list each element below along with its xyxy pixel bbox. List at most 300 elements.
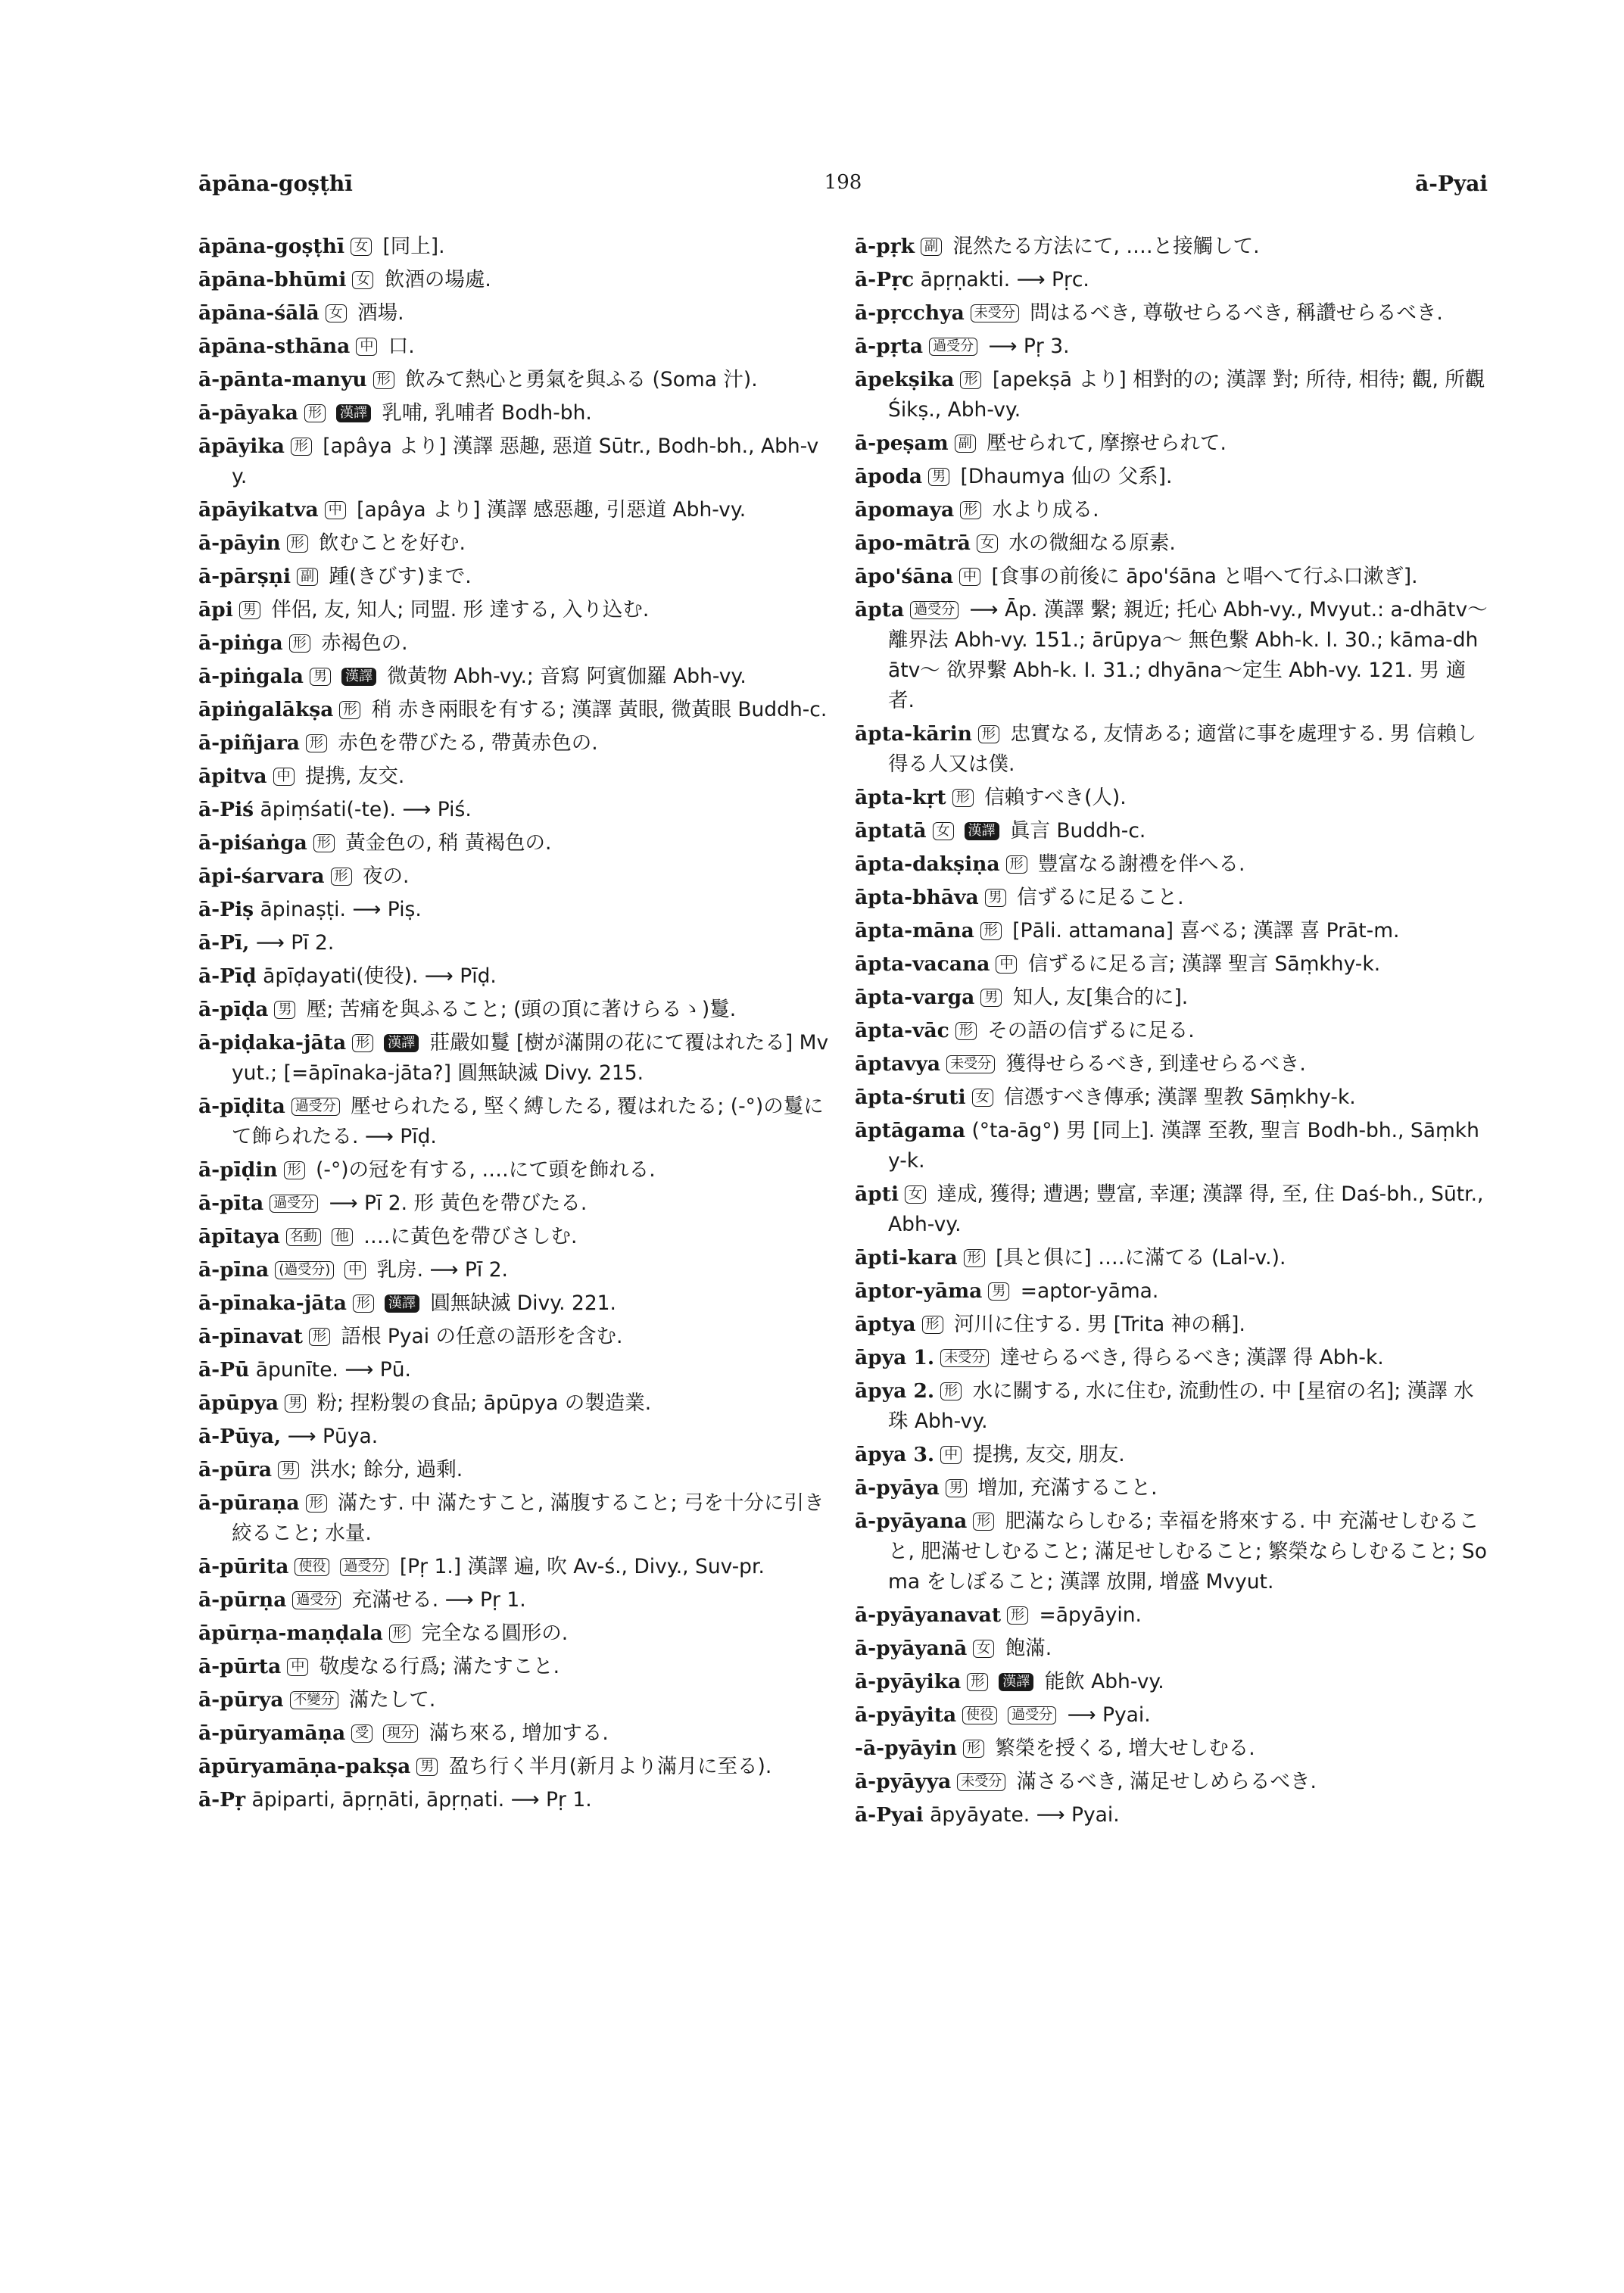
headword: āpya 3. [855,1443,935,1466]
grammar-tag: 形 [306,1494,327,1513]
grammar-tag: 形 [287,534,308,553]
running-header [198,171,1488,201]
grammar-tag: 男 [278,1461,299,1479]
headword: āpya 2. [855,1379,935,1403]
definition-text: 踵(きびす)まで. [323,565,472,588]
definition-text: ⟶ Pṛ 3. [982,335,1070,358]
dictionary-entry [855,1016,1488,1046]
definition-text: āpinaṣṭi. ⟶ Piṣ. [254,898,422,921]
headword: āpta-māna [855,919,974,942]
grammar-tag: 形 [306,734,327,752]
definition-text: 口. [382,335,415,358]
definition-text: āpiparti, āpṛṇāti, āpṛṇati. ⟶ Pṛ 1. [245,1788,592,1812]
grammar-tag: 中 [273,768,295,786]
headword: āpti [855,1182,899,1206]
definition-text: [apâya より] 漢譯 感惡趣, 引惡道 Abh-vy. [350,498,747,522]
headword: ā-piṅgala [198,665,304,688]
dictionary-entry [855,1440,1488,1470]
dictionary-entry [198,1552,831,1582]
definition-text: 飲酒の場處. [378,268,491,291]
grammar-tag: 男 [274,1001,295,1019]
grammar-tag: 漢譯 [384,1034,419,1052]
headword: āpta-kṛt [855,786,946,809]
dictionary-entry [855,1343,1488,1373]
definition-text: 壓せられて, 摩擦せられて. [980,431,1227,455]
dictionary-entry [855,365,1488,425]
definition-text: ⟶ Āp. 漢譯 繫; 親近; 托心 Abh-vy., Mvyut.: a-dhātv〜 離界法 Abh-vy. 151.; ārūpya〜 無色繫 Abh-k. I. 30.; kāma-dhātv〜 欲界繫 Abh-k. I. 31.; dhyāna〜定生 Abh-vy. 121. 男 適者. [888,598,1488,712]
dictionary-entry [198,232,831,262]
headword: ā-pānta-manyu [198,368,367,391]
definition-text: 獲得せらるべき, 到達せらるべき. [999,1052,1306,1076]
dictionary-entry [198,1585,831,1615]
headword: ā-pārṣṇi [198,565,291,588]
grammar-tag: 女 [351,238,372,256]
definition-text: [同上]. [376,235,445,258]
definition-text: 達せらるべき, 得らるべき; 漢譯 得 Abh-k. [993,1346,1384,1369]
headword: ā-pyāyya [855,1770,952,1793]
dictionary-entry [855,983,1488,1013]
headword: ā-Pū [198,1358,250,1382]
dictionary-entry [855,1083,1488,1113]
headword: āpta-śruti [855,1086,966,1109]
grammar-tag: 男 [946,1479,967,1497]
grammar-tag: 漢譯 [336,404,371,422]
grammar-tag: 副 [297,568,318,586]
definition-text: 豐富なる謝禮を伴へる. [1031,852,1245,876]
definition-text: 洪水; 餘分, 過剩. [304,1458,463,1481]
headword: āptāgama [855,1119,966,1142]
headword: āpo'śāna [855,565,954,588]
headword: ā-pṛta [855,335,924,358]
grammar-tag: 過受分 [1008,1706,1056,1724]
grammar-tag: 中 [959,568,980,586]
dictionary-entry [855,916,1488,946]
dictionary-entry [855,949,1488,980]
grammar-tag: 形 [373,371,394,389]
definition-text: 水に關する, 水に住む, 流動性の. 中 [星宿の名]; 漢譯 水珠 Abh-vy. [888,1379,1474,1433]
dictionary-entry [198,728,831,759]
headword: ā-pyāyanavat [855,1603,1002,1627]
dictionary-entry [198,265,831,295]
dictionary-entry [198,762,831,792]
headword: āpāna-sthāna [198,335,351,358]
grammar-tag: 女 [326,304,347,322]
dictionary-entry [855,1800,1488,1830]
headword: ā-pyāyanā [855,1637,968,1660]
definition-text: 壓; 苦痛を與ふること; (頭の頂に著けらるゝ)鬘. [300,998,737,1021]
dictionary-entry [198,1322,831,1352]
dictionary-entry [855,1600,1488,1631]
dictionary-entry [198,1718,831,1749]
grammar-tag: 女 [933,822,954,840]
dictionary-entry [198,1652,831,1682]
headword: ā-pūryamāṇa [198,1721,346,1745]
headword: āpitva [198,765,267,788]
grammar-tag: 未受分 [940,1349,989,1367]
headword: ā-pāyaka [198,401,298,425]
grammar-tag: 男 [988,1282,1009,1301]
grammar-tag: 中 [996,955,1017,974]
headword: ā-pūrya [198,1688,284,1712]
dictionary-entry [855,1473,1488,1503]
headword: -ā-pyāyin [855,1737,957,1760]
dictionary-entry [855,1310,1488,1340]
grammar-tag: 過受分 [910,601,959,619]
grammar-tag: 男 [416,1758,438,1776]
dictionary-entry [855,1116,1488,1176]
headword: āpoda [855,465,923,488]
headword: ā-pīnaka-jāta [198,1291,347,1315]
grammar-tag: 形 [289,634,310,653]
definition-text: 滿たして. [342,1688,436,1712]
dictionary-entry [198,1288,831,1319]
definition-text: [Dhaumya 仙の 父系]. [954,465,1173,488]
headword: āptor-yāma [855,1279,983,1303]
grammar-tag: 形 [963,1740,984,1758]
grammar-tag: 使役 [295,1558,329,1576]
page-number: 198 [824,171,862,194]
definition-text: (-°)の冠を有する, ‥‥にて頭を飾れる. [309,1158,656,1182]
grammar-tag: 中 [325,501,346,519]
grammar-tag: 未受分 [971,304,1019,322]
grammar-tag: 形 [339,701,360,719]
grammar-tag: 形 [940,1382,962,1400]
definition-text: 提携, 友交, 朋友. [966,1443,1125,1466]
definition-text: 赤色を帶びたる, 帶黃赤色の. [331,731,598,755]
headword: āpti-kara [855,1246,958,1270]
grammar-tag: 形 [964,1249,985,1267]
headword: āpiṅgalākṣa [198,698,334,721]
definition-text: 語根 Pyai の任意の語形を含む. [335,1325,623,1348]
definition-text: [食事の前後に āpo'śāna と唱へて行ふ口漱ぎ]. [985,565,1418,588]
grammar-tag: 形 [304,404,326,422]
grammar-tag: 形 [1006,855,1027,874]
grammar-tag: 漢譯 [965,822,999,840]
dictionary-entry [855,1700,1488,1731]
headword: ā-piḍaka-jāta [198,1031,347,1055]
definition-text: 知人, 友[集合的に]. [1006,986,1189,1009]
definition-text: 混然たる方法にて, ‥‥と接觸して. [946,235,1260,258]
header-left-guide-word: āpāna-goṣṭhī [198,171,353,196]
grammar-tag: 女 [973,1640,994,1658]
dictionary-entry [855,719,1488,780]
dictionary-entry [855,428,1488,459]
headword: ā-piśaṅga [198,831,307,855]
headword: ā-pūrta [198,1655,282,1678]
definition-text: 黃金色の, 稍 黃褐色の. [338,831,552,855]
headword: ā-pṛcchya [855,301,965,325]
grammar-tag: 中 [940,1446,962,1464]
definition-text: 伴侶, 友, 知人; 同盟. 形 達する, 入り込む. [264,598,650,622]
dictionary-entry [855,495,1488,525]
headword: ā-pīta [198,1192,264,1215]
headword: āpta-dakṣiṇa [855,852,1000,876]
dictionary-entry [855,849,1488,880]
definition-text: [apâya より] 漢譯 惡趣, 惡道 Sūtr., Bodh-bh., Abh-vy. [232,435,819,488]
definition-text: 夜の. [356,865,410,888]
headword: āpūpya [198,1391,279,1415]
dictionary-entry [198,1752,831,1782]
headword: ā-Piṣ [198,898,254,921]
definition-text: 酒場. [351,301,404,325]
grammar-tag: 形 [960,501,981,519]
definition-text: āpiṃśati(-te). ⟶ Piś. [254,798,472,821]
definition-text: その語の信ずるに足る. [980,1019,1195,1042]
definition-text: 問はるべき, 尊敬せらるべき, 稱讚せらるべき. [1023,301,1443,325]
definition-text: āpṛṇakti. ⟶ Pṛc. [914,268,1089,291]
definition-text: 飲みて熱心と勇氣を與ふる (Soma 汁). [398,368,758,391]
dictionary-entry [855,1049,1488,1080]
headword: ā-pyāyita [855,1703,957,1727]
headword: āpāyika [198,435,285,458]
dictionary-entry [198,695,831,725]
definition-text: 赤褐色の. [314,631,408,655]
grammar-tag: 現分 [383,1724,418,1743]
dictionary-entry [855,1376,1488,1437]
dictionary-entry [198,562,831,592]
grammar-tag: 女 [352,271,373,289]
definition-text: 莊嚴如鬘 [樹が滿開の花にて覆はれたる] Mvyut.; [=āpīnaka-jāta?] 圓無缺滅 Divy. 215. [232,1031,829,1085]
grammar-tag: 男 [239,601,260,619]
definition-text: 圓無缺滅 Divy. 221. [423,1291,616,1315]
grammar-tag: 形 [313,834,335,852]
definition-text: 乳哺, 乳哺者 Bodh-bh. [375,401,592,425]
headword: āpekṣika [855,368,955,391]
dictionary-entry [198,495,831,525]
dictionary-entry [198,431,831,492]
dictionary-entry [855,332,1488,362]
dictionary-entry [198,1355,831,1385]
headword: ā-Pyai [855,1803,924,1827]
grammar-tag: 形 [352,1034,373,1052]
definition-text: 滿たす. 中 滿たすこと, 滿腹すること; 弓を十分に引き絞ること; 水量. [232,1491,824,1545]
grammar-tag: 使役 [962,1706,997,1724]
grammar-tag: 男 [985,889,1006,907]
dictionary-entry [198,1488,831,1549]
right-column [855,232,1488,1833]
definition-text: āpunīte. ⟶ Pū. [249,1358,411,1382]
dictionary-entry [855,1179,1488,1240]
grammar-tag: 他 [332,1228,353,1246]
grammar-tag: 形 [389,1625,410,1643]
dictionary-entry [855,562,1488,592]
definition-text: 信賴すべき(人). [977,786,1127,809]
definition-text: ⟶ Pūya. [281,1425,379,1448]
definition-text: 充滿せる. ⟶ Pṛ 1. [345,1588,526,1612]
definition-text: 乳房. ⟶ Pī 2. [370,1258,508,1282]
dictionary-entry [198,1092,831,1152]
definition-text: ⟶ Pī 2. 形 黃色を帶びたる. [323,1192,588,1215]
headword: āpomaya [855,498,955,522]
definition-text: 信ずるに足る言; 漢譯 聖言 Sāṃkhy-k. [1021,952,1381,976]
grammar-tag: 未受分 [957,1773,1005,1791]
headword: ā-pūrṇa [198,1588,287,1612]
headword: āptya [855,1313,916,1336]
headword: āpāna-goṣṭhī [198,235,345,258]
grammar-tag: 男 [928,468,949,486]
grammar-tag: 形 [284,1161,305,1179]
headword: ā-pyāyika [855,1670,962,1693]
headword: āpi-śarvara [198,865,325,888]
headword: ā-pṛk [855,235,915,258]
dictionary-entry [198,365,831,395]
dictionary-entry [855,595,1488,716]
definition-text: 滿さるべき, 滿足せしめらるべき. [1010,1770,1317,1793]
dictionary-entry [198,828,831,858]
headword: āpāyikatva [198,498,319,522]
definition-text: 肥滿ならしむる; 幸福を將來する. 中 充滿せしむること, 肥滿せしむること; 滿足せしむること; 繁榮ならしむること; Soma をしぼること; 漢譯 放開, 增盛 Mvyut. [888,1509,1487,1594]
dictionary-entry [198,961,831,992]
grammar-tag: 中 [356,338,377,356]
dictionary-entry [198,1255,831,1285]
definition-text: āpyāyate. ⟶ Pyai. [923,1803,1120,1827]
headword: ā-Pī, [198,931,250,955]
definition-text: 稍 赤き兩眼を有する; 漢譯 黃眼, 微黃眼 Buddh-c. [365,698,828,721]
headword: ā-pāyin [198,531,281,555]
definition-text: [Pāli. attamana] 喜べる; 漢譯 喜 Prāt-m. [1005,919,1400,942]
dictionary-entry [198,1222,831,1252]
dictionary-entry [855,883,1488,913]
grammar-tag: 男 [980,989,1002,1007]
grammar-tag: 形 [980,922,1002,940]
grammar-tag: 形 [978,725,999,743]
headword: ā-pīḍin [198,1158,278,1182]
headword: ā-pūra [198,1458,273,1481]
grammar-tag: 男 [310,668,331,686]
definition-text: 提携, 友交. [298,765,405,788]
definition-text: 水より成る. [986,498,1099,522]
definition-text: =aptor-yāma. [1014,1279,1159,1303]
grammar-tag: 形 [952,789,974,807]
headword: ā-pīḍita [198,1095,285,1118]
headword: ā-Pīḍ [198,964,257,988]
grammar-tag: 形 [955,1022,977,1040]
dictionary-entry [198,1685,831,1715]
headword: āpta-vāc [855,1019,949,1042]
headword: ā-Pṛc [855,268,915,291]
headword: ā-pyāya [855,1476,940,1500]
dictionary-entry [855,1276,1488,1307]
dictionary-entry [198,1028,831,1089]
headword: āptatā [855,819,927,843]
dictionary-entry [855,298,1488,329]
dictionary-entry [855,1506,1488,1597]
grammar-tag: 未受分 [946,1055,995,1073]
header-right-guide-word: ā-Pyai [1415,171,1488,196]
grammar-tag: 形 [291,438,312,456]
definition-text: 眞言 Buddh-c. [1003,819,1146,843]
dictionary-entry [855,1634,1488,1664]
dictionary-entry [855,528,1488,559]
headword: ā-pūrita [198,1555,289,1578]
headword: āpāna-bhūmi [198,268,347,291]
headword: āpta [855,598,905,622]
headword: āpūrṇa-maṇḍala [198,1622,383,1645]
grammar-tag: 女 [977,534,998,553]
definition-text: 達成, 獲得; 遭遇; 豐富, 幸運; 漢譯 得, 至, 住 Daś-bh., Sūtr., Abh-vy. [888,1182,1484,1236]
dictionary-entry [198,1455,831,1485]
grammar-tag: 中 [287,1658,308,1676]
headword: ā-Piś [198,798,254,821]
grammar-tag: 形 [967,1673,988,1691]
grammar-tag: 漢譯 [341,668,376,686]
grammar-tag: 名動 [286,1228,321,1246]
definition-text: ⟶ Pyai. [1061,1703,1151,1727]
grammar-tag: 中 [344,1261,366,1279]
dictionary-entry [198,528,831,559]
dictionary-entry [198,628,831,659]
dictionary-entry [198,995,831,1025]
dictionary-entry [198,1422,831,1452]
dictionary-entry [198,795,831,825]
dictionary-entry [198,1618,831,1649]
headword: ā-piñjara [198,731,300,755]
definition-text: 敬虔なる行爲; 滿たすこと. [313,1655,560,1678]
grammar-tag: 男 [285,1394,306,1413]
dictionary-entry [855,232,1488,262]
grammar-tag: 形 [1007,1606,1028,1625]
dictionary-entry [198,1155,831,1185]
entry-columns [198,232,1488,1833]
dictionary-entry [855,783,1488,813]
headword: āpāna-śālā [198,301,320,325]
left-column [198,232,831,1833]
grammar-tag: 形 [331,868,352,886]
grammar-tag: 過受分 [291,1098,340,1116]
grammar-tag: 過受分 [270,1195,318,1213]
dictionary-entry [198,595,831,625]
dictionary-entry [198,1785,831,1815]
grammar-tag: 形 [309,1328,330,1346]
definition-text: 河川に住する. 男 [Trita 神の稱]. [947,1313,1245,1336]
definition-text: 滿ち來る, 增加する. [422,1721,609,1745]
definition-text: 壓せられたる, 堅く縛したる, 覆はれたる; (-°)の鬘にて飾られたる. ⟶ Pīḍ. [232,1095,824,1148]
definition-text: 增加, 充滿すること. [971,1476,1158,1500]
definition-text: 盈ち行く半月(新月より滿月に至る). [442,1755,772,1778]
definition-text: ‥‥に黃色を帶びさしむ. [357,1225,578,1248]
definition-text: [Pṛ 1.] 漢譯 遍, 吹 Av-ś., Divy., Suv-pr. [393,1555,765,1578]
grammar-tag: 形 [973,1513,994,1531]
headword: āpta-varga [855,986,975,1009]
dictionary-entry [198,1388,831,1419]
definition-text: [apekṣā より] 相對的の; 漢譯 對; 所待, 相待; 觀, 所觀 Śikṣ., Abh-vy. [888,368,1485,422]
headword: āptavya [855,1052,941,1076]
headword: āpo-mātrā [855,531,971,555]
definition-text: [具と俱に] ‥‥に滿てる (Lal-v.). [989,1246,1286,1270]
headword: āpta-vacana [855,952,990,976]
headword: ā-Pūya, [198,1425,282,1448]
grammar-tag: 形 [353,1294,374,1313]
definition-text: 微黃物 Abh-vy.; 音寫 阿賓伽羅 Abh-vy. [380,665,747,688]
definition-text: 信憑すべき傳承; 漢譯 聖教 Sāṃkhy-k. [997,1086,1356,1109]
headword: āpītaya [198,1225,280,1248]
headword: ā-Pṛ [198,1788,246,1812]
grammar-tag: 形 [922,1316,943,1334]
grammar-tag: 漢譯 [999,1673,1033,1691]
dictionary-entry [198,332,831,362]
grammar-tag: 受 [351,1724,372,1743]
dictionary-entry [855,265,1488,295]
dictionary-entry [198,861,831,892]
definition-text: ⟶ Pī 2. [249,931,335,955]
dictionary-entry [855,462,1488,492]
dictionary-entry [198,928,831,958]
grammar-tag: 副 [955,435,976,453]
definition-text: 飲むことを好む. [312,531,466,555]
dictionary-entry [855,1667,1488,1697]
dictionary-entry [855,1734,1488,1764]
definition-text: 繁榮を授くる, 增大せしむる. [989,1737,1255,1760]
